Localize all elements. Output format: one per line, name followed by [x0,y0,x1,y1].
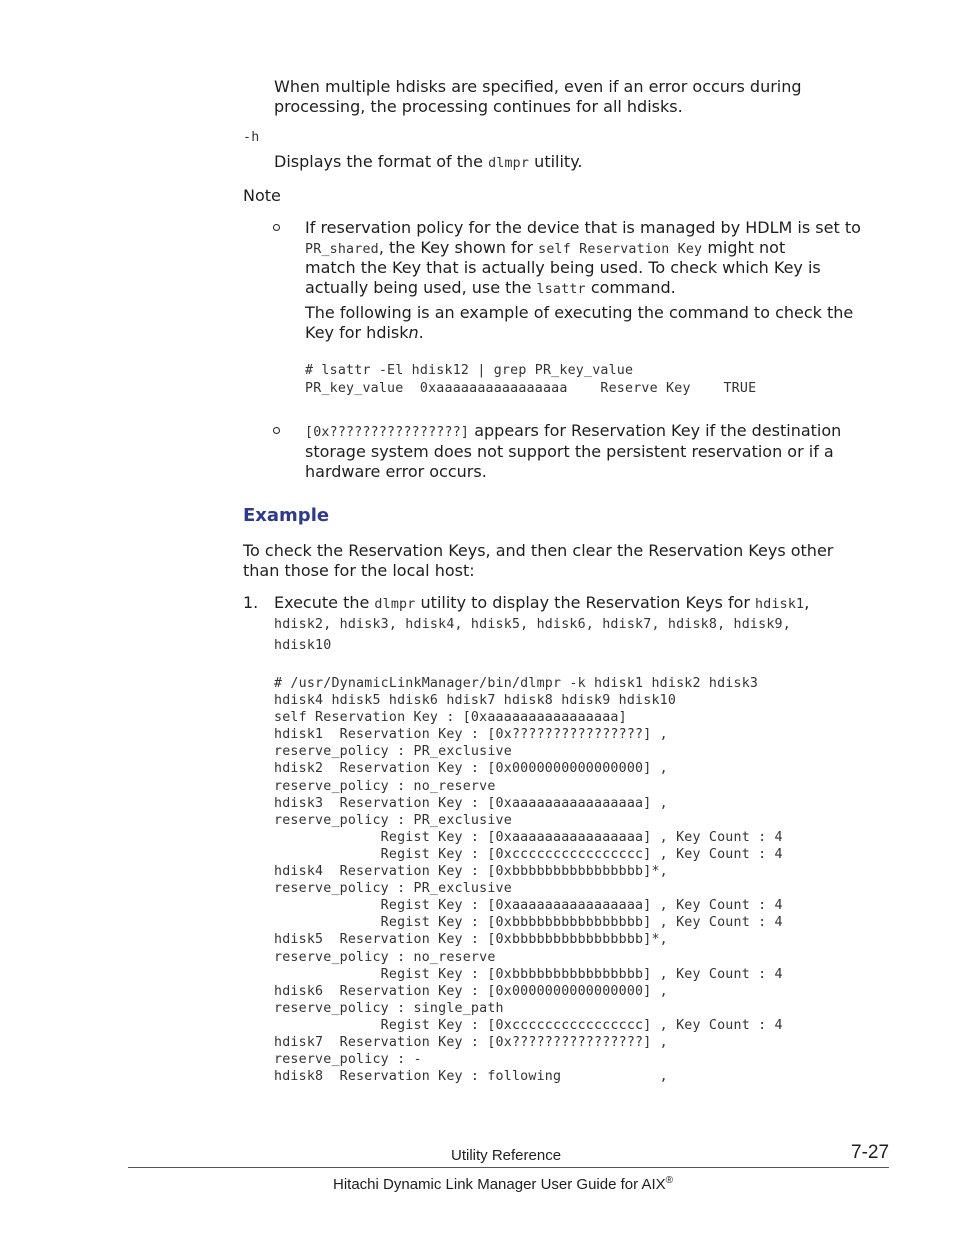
step1-line-1: Execute the dlmpr utility to display the Reservation Keys for hdisk1, [274,593,810,612]
note-label: Note [243,186,281,205]
note-bullet1-line-4: actually being used, use the lsattr command. [305,278,676,297]
note-bullet1-line-1: If reservation policy for the device that is managed by HDLM is set to [305,218,861,237]
note-bullet2-line-1: [0x????????????????] appears for Reservation Key if the destination [305,421,842,440]
page-number: 7-27 [851,1142,890,1163]
step-number: 1. [243,593,259,612]
intro-line-2: processing, the processing continues for all hdisks. [274,97,683,116]
lsattr-code-example: # lsattr -El hdisk12 | grep PR_key_value PR_key_value 0xaaaaaaaaaaaaaaaa Reserve Key TRUE [305,363,757,396]
step1-line-2: hdisk2, hdisk3, hdisk4, hdisk5, hdisk6, hdisk7, hdisk8, hdisk9, [274,617,791,632]
dlmpr-output-code-block: # /usr/DynamicLinkManager/bin/dlmpr -k hdisk1 hdisk2 hdisk3 hdisk4 hdisk5 hdisk6 hdisk7 hdisk8 hdisk9 hdisk10 self Reservation Key : [0xaaaaaaaaaaaaaaaa] hdisk1 Reservation Key : [0x????????????????] , reserve_policy : PR_exclusive hdisk2 Reservation Key : [0x0000000000000000] , reserve_policy : no_reserve hdisk3 Reservation Key : [0xaaaaaaaaaaaaaaaa] , reserve_policy : PR_exclusive Regist Key : [0xaaaaaaaaaaaaaaaa] , Key Count : 4 Regist Key : [0xcccccccccccccccc] , Key Count : 4 hdisk4 Reservation Key : [0xbbbbbbbbbbbbbbbb]*, reserve_policy : PR_exclusive Regist Key : [0xaaaaaaaaaaaaaaaa] , Key Count : 4 Regist Key : [0xbbbbbbbbbbbbbbbb] , Key Count : 4 hdisk5 Reservation Key : [0xbbbbbbbbbbbbbbbb]*, reserve_policy : no_reserve Regist Key : [0xbbbbbbbbbbbbbbbb] , Key Count : 4 hdisk6 Reservation Key : [0x0000000000000000] , reserve_policy : single_path Regist Key : [0xcccccccccccccccc] , Key Count : 4 hdisk7 Reservation Key : [0x????????????????] , reserve_policy : - hdisk8 Reservation Key : following , [274,676,783,1085]
note-bullet1-line-3: match the Key that is actually being used. To check which Key is [305,258,821,277]
note-bullet2-line-3: hardware error occurs. [305,462,487,481]
note-bullet1-line-2: PR_shared, the Key shown for self Reservation Key might not [305,238,786,257]
example-paragraph-line-1: To check the Reservation Keys, and then clear the Reservation Keys other [243,541,834,560]
footer-section-title: Utility Reference [451,1147,562,1164]
bullet-circle-icon [273,224,280,231]
note-bullet1-para2-line-2: Key for hdiskn. [305,323,424,342]
option-h-description: Displays the format of the dlmpr utility. [274,152,583,171]
bullet-circle-icon [273,427,280,434]
footer-divider [128,1167,889,1168]
note-bullet1-para2-line-1: The following is an example of executing the command to check the [305,303,854,322]
example-heading: Example [243,505,330,526]
note-bullet2-line-2: storage system does not support the persistent reservation or if a [305,442,834,461]
intro-line-1: When multiple hdisks are specified, even if an error occurs during [274,77,802,96]
footer-guide-title: Hitachi Dynamic Link Manager User Guide for AIX® [333,1175,674,1193]
option-h-flag: -h [243,130,260,145]
example-paragraph-line-2: than those for the local host: [243,561,475,580]
step1-line-3: hdisk10 [274,638,332,653]
